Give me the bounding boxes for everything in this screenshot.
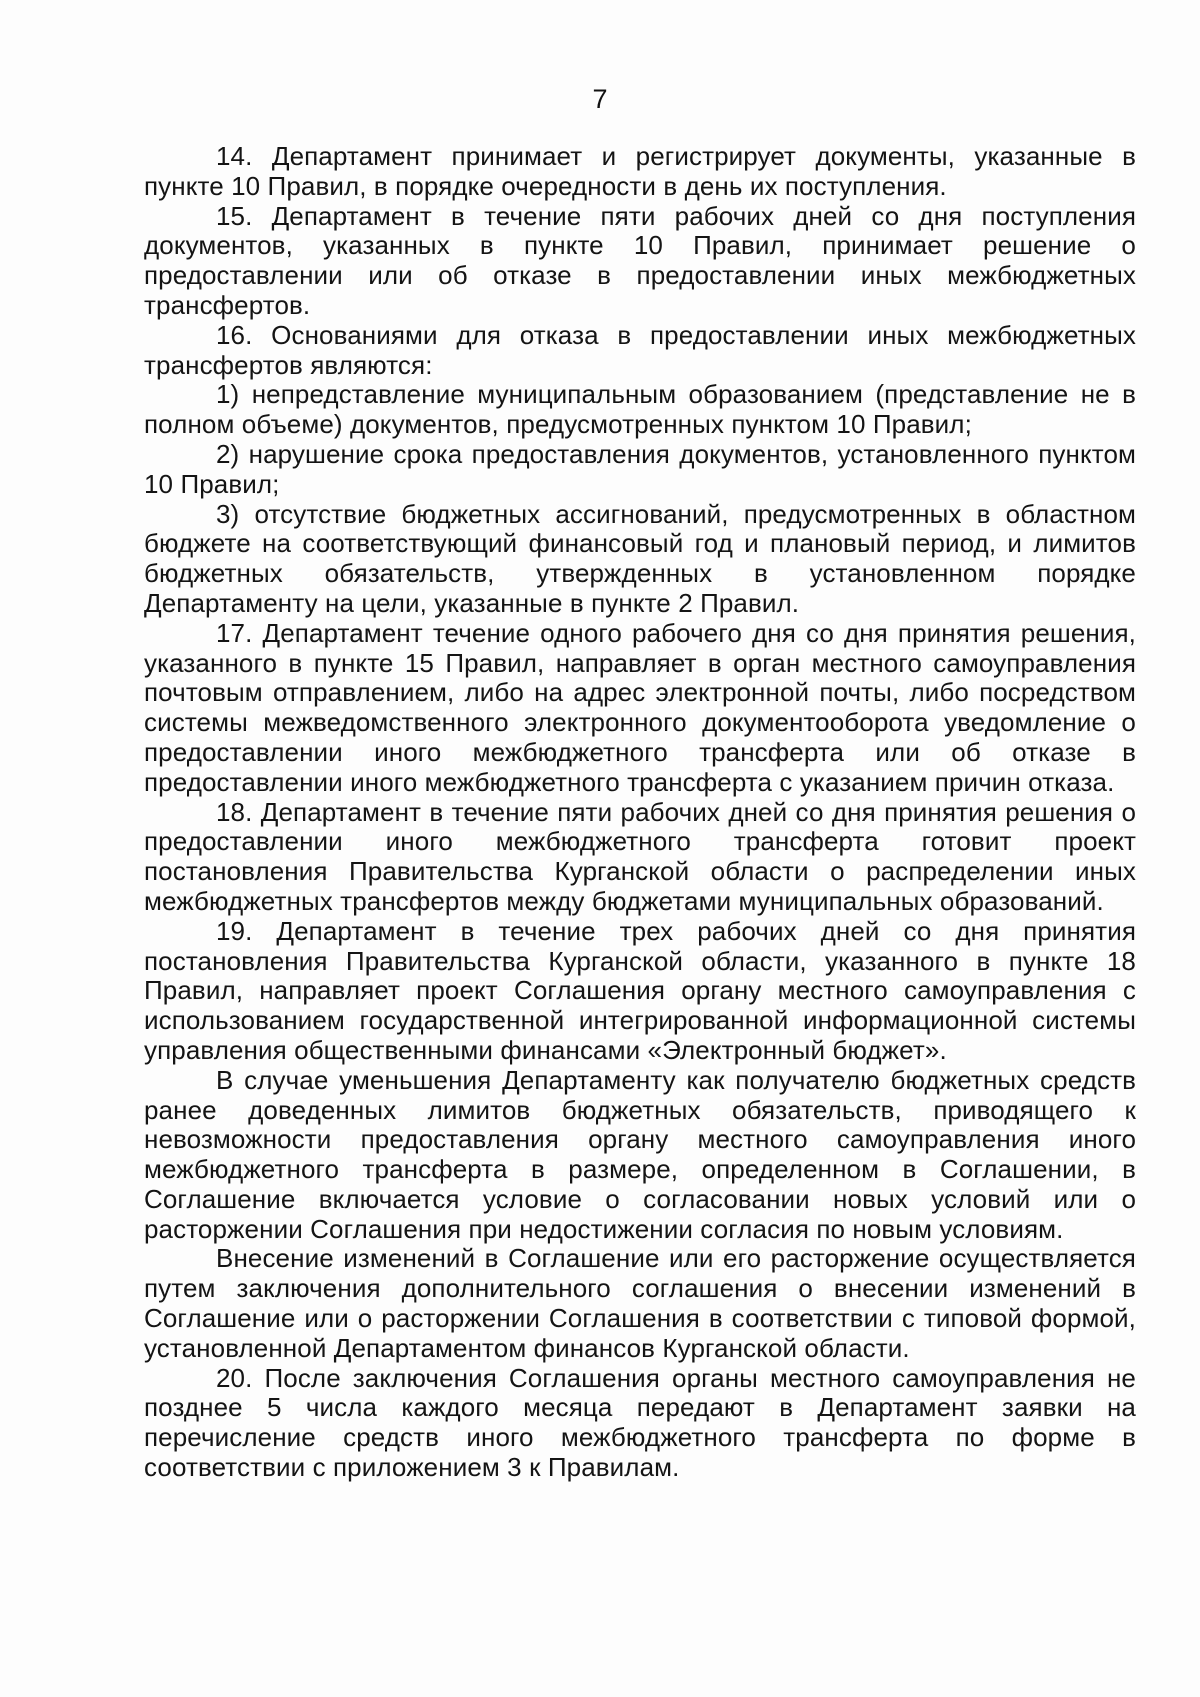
paragraph-19-amendments: Внесение изменений в Соглашение или его расторжение осуществляется путем заключения дополнительного соглашения о внесении изменений в Соглашение или о расторжении Соглашения в соответствии с типовой формой, установленной Департаментом финансов Курганской области.: [144, 1243, 1136, 1363]
paragraph-16-item-3: 3) отсутствие бюджетных ассигнований, предусмотренных в областном бюджете на соответствующий финансовый год и плановый период, и лимитов бюджетных обязательств, утвержденных в установленном порядке Департаменту на цели, указанные в пункте 2 Правил.: [144, 498, 1136, 618]
paragraph-14: 14. Департамент принимает и регистрирует документы, указанные в пункте 10 Правил, в порядке очередности в день их поступления.: [144, 141, 1136, 201]
paragraph-16: 16. Основаниями для отказа в предоставлении иных межбюджетных трансфертов являются:: [144, 319, 1136, 380]
paragraph-17: 17. Департамент течение одного рабочего дня со дня принятия решения, указанного в пункте 15 Правил, направляет в орган местного самоуправления почтовым отправлением, либо на адрес электронной почты, либо посредством системы межведомственного электронного документооборота уведомление о предоставлении иного межбюджетного трансферта или об отказе в предоставлении иного межбюджетного трансферта с указанием причин отказа.: [144, 617, 1136, 797]
paragraph-16-item-2: 2) нарушение срока предоставления документов, установленного пунктом 10 Правил;: [144, 438, 1136, 499]
page-number: 7: [592, 84, 608, 114]
paragraph-19-limits-reduction: В случае уменьшения Департаменту как получателю бюджетных средств ранее доведенных лимитов бюджетных обязательств, приводящего к невозможности предоставления органу местного самоуправления иного межбюджетного трансферта в размере, определенном в Соглашении, в Соглашение включается условие о согласовании новых условий или о расторжении Соглашения при недостижении согласия по новым условиям.: [144, 1064, 1136, 1244]
document-body: [144, 142, 1136, 1483]
paragraph-16-item-1: 1) непредставление муниципальным образованием (представление не в полном объеме) документов, предусмотренных пунктом 10 Правил;: [144, 379, 1136, 440]
paragraph-20: 20. После заключения Соглашения органы местного самоуправления не позднее 5 числа каждого месяца передают в Департамент заявки на перечисление средств иного межбюджетного трансферта по форме в соответствии с приложением 3 к Правилам.: [144, 1362, 1136, 1483]
paragraph-19: 19. Департамент в течение трех рабочих дней со дня принятия постановления Правительства Курганской области, указанного в пункте 18 Правил, направляет проект Соглашения органу местного самоуправления с использованием государственной интегрированной информационной системы управления общественными финансами «Электронный бюджет».: [144, 915, 1136, 1065]
paragraph-15: 15. Департамент в течение пяти рабочих дней со дня поступления документов, указанных в пункте 10 Правил, принимает решение о предоставлении или об отказе в предоставлении иных межбюджетных трансфертов.: [144, 200, 1136, 320]
paragraph-18: 18. Департамент в течение пяти рабочих дней со дня принятия решения о предоставлении иного межбюджетного трансферта готовит проект постановления Правительства Курганской области о распределении иных межбюджетных трансфертов между бюджетами муниципальных образований.: [144, 796, 1136, 916]
